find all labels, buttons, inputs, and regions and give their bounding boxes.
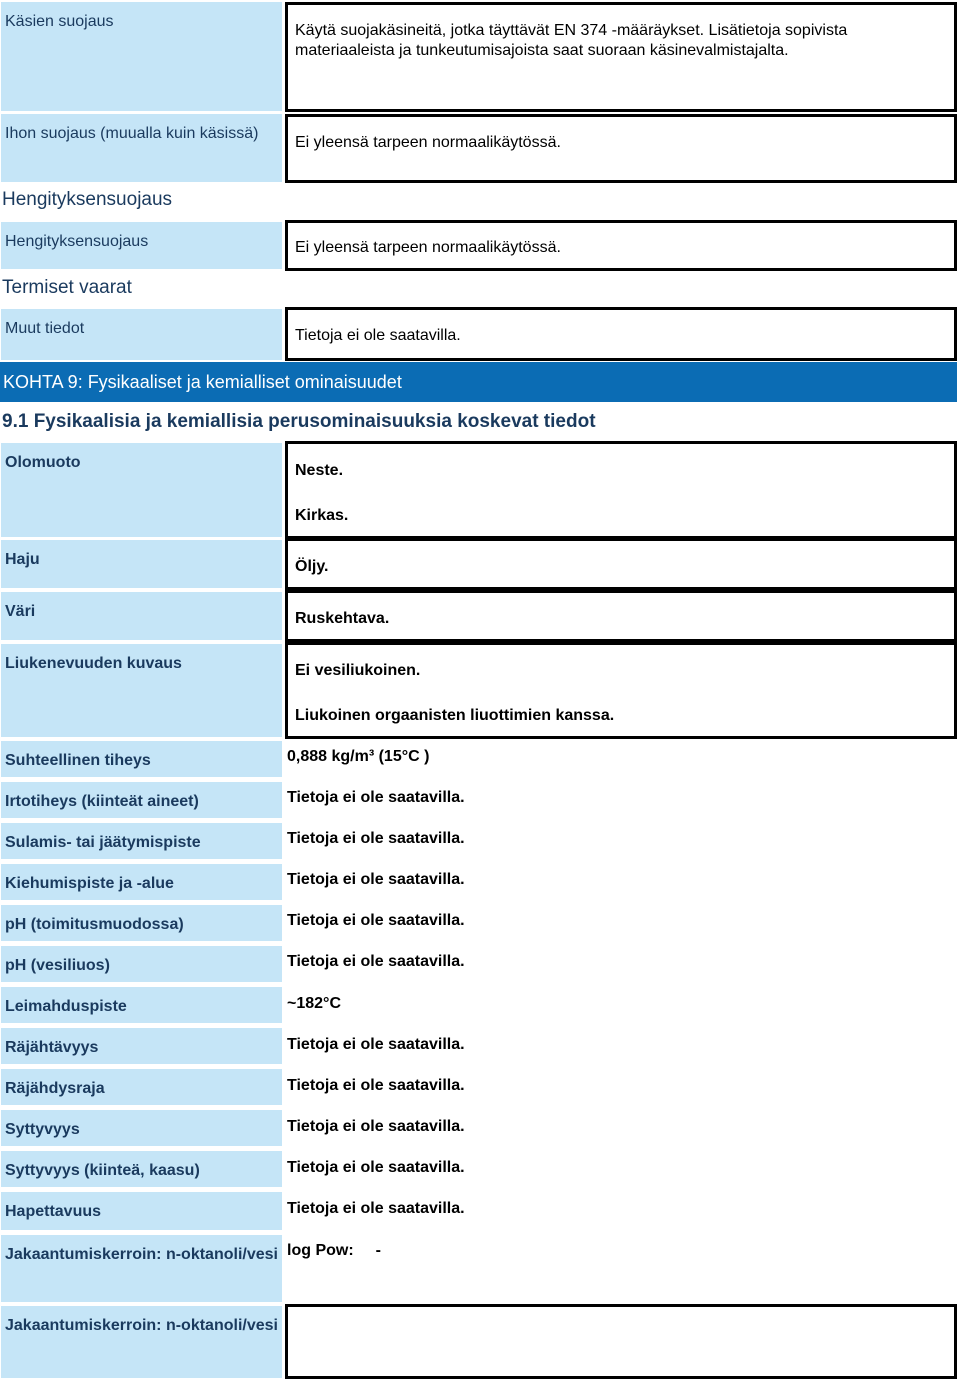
partition-coefficient-label: Jakaantumiskerroin: n-oktanoli/vesi xyxy=(1,1235,282,1302)
appearance-value-2: Kirkas. xyxy=(295,507,349,524)
partition-coefficient-label-2: Jakaantumiskerroin: n-oktanoli/vesi xyxy=(1,1306,282,1378)
odour-value-text: Öljy. xyxy=(295,558,329,575)
respiratory-heading: Hengityksensuojaus xyxy=(2,189,173,210)
log-pow-label: log Pow: xyxy=(287,1242,354,1259)
hand-protection-value: Käytä suojakäsineitä, jotka täyttävät EN 374 -määräykset. Lisätietoja sopivista materiaaleista ja tunkeutumisajoista saat suoraan käsinevalmistajalta. xyxy=(285,2,957,112)
section-9-title: KOHTA 9: Fysikaaliset ja kemialliset ominaisuudet xyxy=(0,362,957,402)
partition-coefficient-value xyxy=(287,1241,381,1261)
colour-label: Väri xyxy=(1,592,282,640)
appearance-value xyxy=(285,441,957,539)
solubility-value-2: Liukoinen orgaanisten liuottimien kanssa. xyxy=(295,707,615,724)
log-pow-value: - xyxy=(375,1242,381,1259)
property-value: Tietoja ei ole saatavilla. xyxy=(287,871,465,888)
property-value: 0,888 kg/m³ (15°C ) xyxy=(287,748,430,765)
skin-protection-label: Ihon suojaus (muualla kuin käsissä) xyxy=(1,114,282,182)
property-value: Tietoja ei ole saatavilla. xyxy=(287,912,465,929)
property-label: Hapettavuus xyxy=(1,1192,282,1230)
property-label: Syttyvyys xyxy=(1,1110,282,1146)
property-label: pH (toimitusmuodossa) xyxy=(1,905,282,941)
other-info-label: Muut tiedot xyxy=(1,309,282,360)
colour-value xyxy=(285,590,957,642)
solubility-label: Liukenevuuden kuvaus xyxy=(1,644,282,737)
other-info-value: Tietoja ei ole saatavilla. xyxy=(285,307,957,361)
solubility-value xyxy=(285,642,957,739)
thermal-hazards-heading: Termiset vaarat xyxy=(2,277,132,298)
property-value: Tietoja ei ole saatavilla. xyxy=(287,1200,465,1217)
appearance-value-1: Neste. xyxy=(295,462,344,479)
odour-label: Haju xyxy=(1,540,282,588)
colour-value-text: Ruskehtava. xyxy=(295,610,390,627)
property-label: Räjähtävyys xyxy=(1,1028,282,1064)
respiratory-label: Hengityksensuojaus xyxy=(1,222,282,269)
property-value: Tietoja ei ole saatavilla. xyxy=(287,1118,465,1135)
property-label: Sulamis- tai jäätymispiste xyxy=(1,823,282,859)
solubility-value-1: Ei vesiliukoinen. xyxy=(295,662,421,679)
partition-coefficient-value-2 xyxy=(285,1304,957,1379)
property-value: Tietoja ei ole saatavilla. xyxy=(287,953,465,970)
property-label: pH (vesiliuos) xyxy=(1,946,282,982)
subsection-9-1-title: 9.1 Fysikaalisia ja kemiallisia perusominaisuuksia koskevat tiedot xyxy=(2,411,596,432)
property-label: Suhteellinen tiheys xyxy=(1,741,282,777)
property-label: Irtotiheys (kiinteät aineet) xyxy=(1,782,282,818)
appearance-label: Olomuoto xyxy=(1,443,282,537)
property-value: Tietoja ei ole saatavilla. xyxy=(287,1036,465,1053)
property-value: ~182°C xyxy=(287,995,341,1012)
odour-value xyxy=(285,538,957,590)
property-value: Tietoja ei ole saatavilla. xyxy=(287,1159,465,1176)
respiratory-value: Ei yleensä tarpeen normaalikäytössä. xyxy=(285,220,957,271)
hand-protection-label: Käsien suojaus xyxy=(1,2,282,111)
property-label: Leimahduspiste xyxy=(1,987,282,1023)
property-label: Syttyvyys (kiinteä, kaasu) xyxy=(1,1151,282,1187)
property-value: Tietoja ei ole saatavilla. xyxy=(287,1077,465,1094)
property-label: Kiehumispiste ja -alue xyxy=(1,864,282,900)
property-value: Tietoja ei ole saatavilla. xyxy=(287,830,465,847)
skin-protection-value: Ei yleensä tarpeen normaalikäytössä. xyxy=(285,114,957,183)
property-label: Räjähdysraja xyxy=(1,1069,282,1105)
property-value: Tietoja ei ole saatavilla. xyxy=(287,789,465,806)
